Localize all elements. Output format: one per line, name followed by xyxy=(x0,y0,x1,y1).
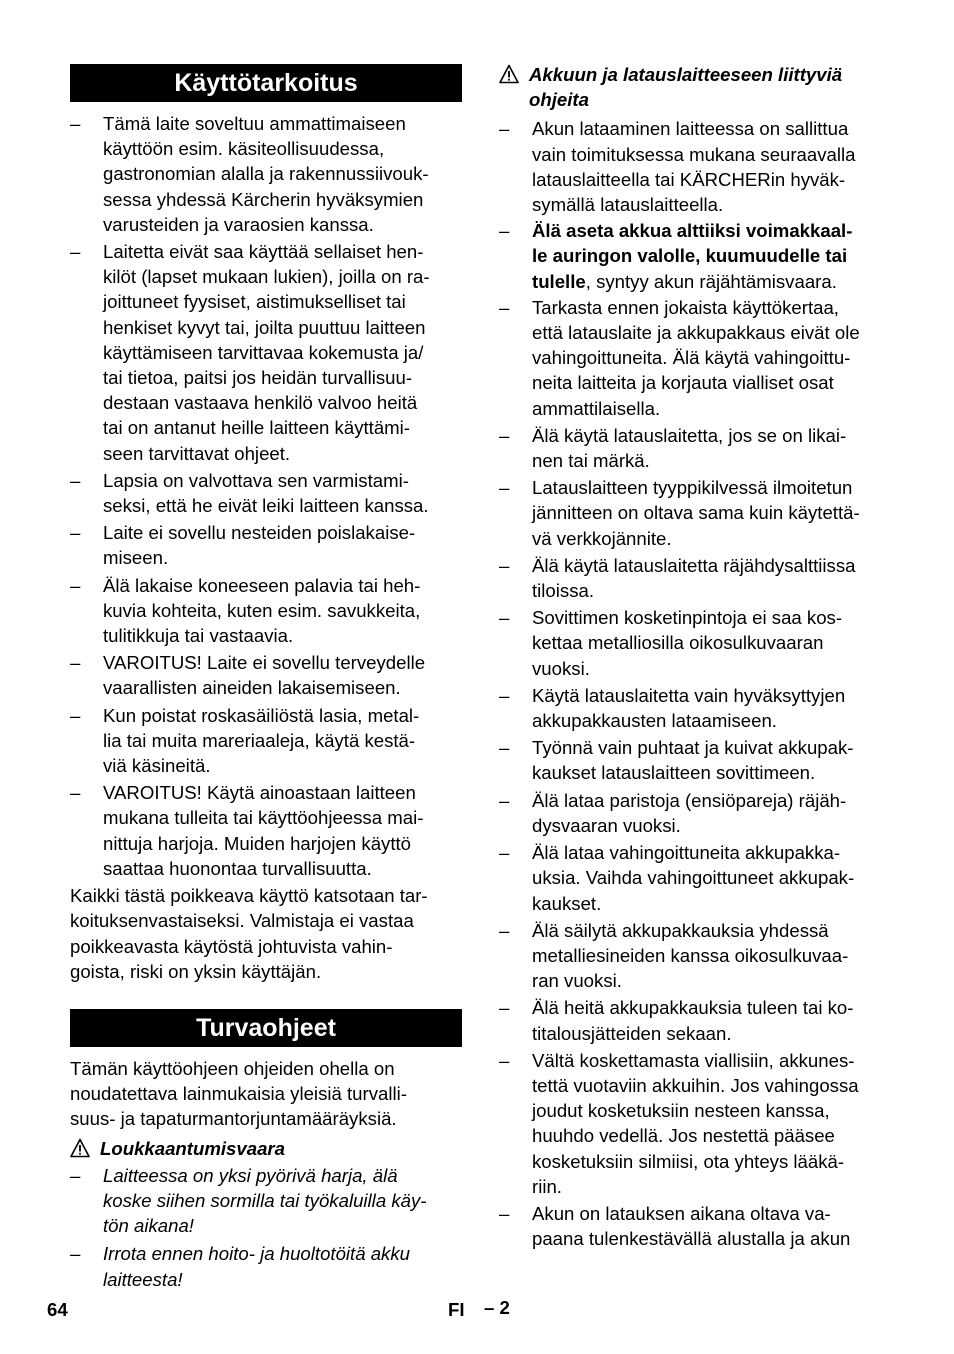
list-dash: – xyxy=(499,554,510,576)
item-line: symällä latauslaitteella. xyxy=(532,194,724,216)
list-dash: – xyxy=(499,789,510,811)
item-line: paana tulenkestävällä alustalla ja akun xyxy=(532,1228,851,1250)
item-line: tiloissa. xyxy=(532,580,595,602)
list-item xyxy=(70,703,462,779)
item-line: tai on antanut heille laitteen käyttämi- xyxy=(103,417,410,439)
list-dash: – xyxy=(70,113,81,134)
list-dash: – xyxy=(70,1243,81,1265)
battery-list-item xyxy=(499,605,891,681)
item-line: vä verkkojännite. xyxy=(532,527,672,549)
item-line: lia tai muita mareriaaleja, käytä kestä- xyxy=(103,729,416,751)
item-line: Akun on latauksen aikana oltava va- xyxy=(532,1202,831,1224)
section-title-turvaohjeet: Turvaohjeet xyxy=(70,1009,462,1047)
list-dash: – xyxy=(499,842,510,864)
item-line: vaarallisten aineiden lakaisemiseen. xyxy=(103,677,401,699)
list-dash: – xyxy=(70,522,81,544)
paragraph-line: poikkeavasta käytöstä johtuvista vahin- xyxy=(70,935,393,957)
safety-intro-paragraph xyxy=(70,1056,462,1132)
item-line: Älä lataa vahingoittuneita akkupakka- xyxy=(532,842,841,864)
battery-list xyxy=(499,295,891,1252)
paragraph-line: koituksenvastaiseksi. Valmistaja ei vastaa xyxy=(70,910,414,932)
item-line: neita laitteita ja korjauta vialliset osat xyxy=(532,372,834,394)
battery-list-item xyxy=(499,1048,891,1199)
item-line: Tämä laite soveltuu ammattimaiseen xyxy=(103,113,406,134)
battery-list-item xyxy=(499,683,891,733)
item-line: tai tietoa, paitsi jos heidän turvallisuu- xyxy=(103,367,413,389)
item-line: varusteiden ja varaosien kanssa. xyxy=(103,213,374,235)
language-code: FI xyxy=(448,1299,465,1320)
injury-warning-list xyxy=(70,1163,462,1292)
item-line: saattaa huonontaa turvallisuutta. xyxy=(103,857,372,879)
item-line: kaukset latauslaitteen sovittimeen. xyxy=(532,762,816,784)
item-line: että latauslaite ja akkupakkaus eivät ole xyxy=(532,322,860,344)
battery-list-item xyxy=(499,116,891,217)
list-dash: – xyxy=(70,574,81,596)
item-line: ammattilaisella. xyxy=(532,397,661,419)
item-line: kaukset. xyxy=(532,892,602,914)
item-line: VAROITUS! Laite ei sovellu terveydelle xyxy=(103,652,426,674)
battery-list-item xyxy=(499,423,891,473)
item-line: Latauslaitteen tyyppikilvessä ilmoitetun xyxy=(532,477,853,499)
battery-list-item xyxy=(499,918,891,994)
warning-triangle-icon xyxy=(499,64,519,84)
list-item xyxy=(70,650,462,700)
item-line: latauslaitteella tai KÄRCHERin hyväk- xyxy=(532,168,846,190)
list-item xyxy=(70,111,462,237)
right-column xyxy=(499,0,891,1251)
item-line: dysvaaran vuoksi. xyxy=(532,814,681,836)
item-line: vahingoittuneita. Älä käytä vahingoittu- xyxy=(532,347,851,369)
list-dash: – xyxy=(70,1164,81,1186)
item-line: käyttämiseen tarvittavaa kokemusta ja/ xyxy=(103,341,424,363)
item-line: kettaa metalliosilla oikosulkuvaaran xyxy=(532,632,824,654)
list-dash: – xyxy=(499,684,510,706)
battery-warning-heading xyxy=(499,62,891,112)
list-item xyxy=(70,468,462,518)
item-line: Älä aseta akkua alttiiksi voimakkaal- xyxy=(532,220,853,242)
item-line: Lapsia on valvottava sen varmistami- xyxy=(103,469,409,491)
item-line: kosketuksiin silmiisi, ota yhteys lääkä- xyxy=(532,1150,845,1172)
item-line: uksia. Vaihda vahingoittuneet akkupak- xyxy=(532,867,855,889)
item-line: tulitikkuja tai vastaavia. xyxy=(103,625,294,647)
item-line: mukana tulleita tai käyttöohjeessa mai- xyxy=(103,807,424,829)
list-dash: – xyxy=(499,737,510,759)
list-dash: – xyxy=(499,1202,510,1224)
list-dash: – xyxy=(499,477,510,499)
item-line: Älä lakaise koneeseen palavia tai heh- xyxy=(103,574,421,596)
usage-list xyxy=(70,111,462,881)
item-line: sessa yhdessä Kärcherin hyväksymien xyxy=(103,188,424,210)
item-line: metalliesineiden kanssa oikosulkuvaa- xyxy=(532,944,849,966)
item-line: jännitteen on oltava sama kuin käytettä- xyxy=(532,502,860,524)
list-dash: – xyxy=(499,997,510,1019)
battery-list-item xyxy=(499,1201,891,1251)
item-line: Älä lataa paristoja (ensiöpareja) räjäh- xyxy=(532,789,847,811)
item-line: destaan vastaava henkilö valvoo heitä xyxy=(103,392,418,414)
list-item xyxy=(70,520,462,570)
item-line: nittuja harjoja. Muiden harjojen käyttö xyxy=(103,832,412,854)
battery-list-item xyxy=(499,788,891,838)
list-dash: – xyxy=(499,919,510,941)
paragraph-line: Kaikki tästä poikkeava käyttö katsotaan tar- xyxy=(70,885,428,907)
item-line: seksi, että he eivät leiki laitteen kanssa. xyxy=(103,495,429,517)
item-line: Älä käytä latauslaitetta räjähdysalttiissa xyxy=(532,554,856,576)
item-line: Laite ei sovellu nesteiden poislakaise- xyxy=(103,522,416,544)
injury-warning-title: Loukkaantumisvaara xyxy=(100,1137,285,1159)
list-dash: – xyxy=(70,652,81,674)
list-dash: – xyxy=(499,1049,510,1071)
item-line: huuhdo vedellä. Jos nestettä pääsee xyxy=(532,1125,835,1147)
item-line: Älä säilytä akkupakkauksia yhdessä xyxy=(532,919,829,941)
battery-list-item xyxy=(499,295,891,421)
item-line: nen tai märkä. xyxy=(532,450,650,472)
usage-closing-paragraph xyxy=(70,883,462,984)
battery-list-item xyxy=(499,995,891,1045)
item-line: vain toimituksessa mukana seuraavalla xyxy=(532,143,856,165)
battery-warning-title-line: ohjeita xyxy=(529,89,589,111)
list-dash: – xyxy=(70,782,81,804)
battery-list-item-sunlight xyxy=(499,218,891,294)
item-line: ran vuoksi. xyxy=(532,970,622,992)
item-line: Kun poistat roskasäiliöstä lasia, metal- xyxy=(103,704,420,726)
item-line: Älä käytä latauslaitetta, jos se on likai- xyxy=(532,424,847,446)
injury-warning-heading xyxy=(70,1136,462,1161)
item-line: Käytä latauslaitetta vain hyväksyttyjen xyxy=(532,684,846,706)
item-line xyxy=(532,269,891,294)
list-dash: – xyxy=(499,118,510,140)
item-line: Tarkasta ennen jokaista käyttökertaa, xyxy=(532,296,839,318)
item-line: akkupakkausten lataamiseen. xyxy=(532,710,777,732)
item-line: Laitteessa on yksi pyörivä harja, älä xyxy=(103,1164,398,1186)
item-line: joudut kosketuksiin nesteen kanssa, xyxy=(532,1100,830,1122)
battery-list-item xyxy=(499,840,891,916)
item-line: viä käsineitä. xyxy=(103,755,211,777)
left-column xyxy=(70,0,462,1292)
list-dash: – xyxy=(499,296,510,318)
item-line: käyttöön esim. käsiteollisuudessa, xyxy=(103,138,385,160)
item-line: Työnnä vain puhtaat ja kuivat akkupak- xyxy=(532,737,854,759)
item-line: Irrota ennen hoito- ja huoltotöitä akku xyxy=(103,1243,410,1265)
list-dash: – xyxy=(499,607,510,629)
list-dash: – xyxy=(70,241,81,263)
item-line: miseen. xyxy=(103,547,169,569)
list-dash: – xyxy=(70,704,81,726)
paragraph-line: goista, riski on yksin käyttäjän. xyxy=(70,960,322,982)
item-line: henkiset kyvyt tai, joilta puuttuu laitteen xyxy=(103,316,426,338)
paragraph-line: Tämän käyttöohjeen ohjeiden ohella on xyxy=(70,1057,395,1079)
item-line: tön aikana! xyxy=(103,1215,194,1237)
item-line: Älä heitä akkupakkauksia tuleen tai ko- xyxy=(532,997,854,1019)
item-line: laitteesta! xyxy=(103,1268,183,1290)
item-line: kuvia kohteita, kuten esim. savukkeita, xyxy=(103,599,421,621)
paragraph-line: noudatettava lainmukaisia yleisiä turvalli- xyxy=(70,1083,407,1105)
list-item xyxy=(70,239,462,466)
item-line: tettä vuotaviin akkuihin. Jos vahingossa xyxy=(532,1074,859,1096)
battery-list-item xyxy=(499,553,891,603)
item-line: Sovittimen kosketinpintoja ei saa kos- xyxy=(532,607,843,629)
warning-list-item xyxy=(70,1163,462,1239)
warning-triangle-icon xyxy=(70,1138,90,1158)
item-line: gastronomian alalla ja rakennussiivouk- xyxy=(103,163,429,185)
item-line: titalousjätteiden sekaan. xyxy=(532,1022,732,1044)
item-line: riin. xyxy=(532,1175,562,1197)
page-number: 64 xyxy=(47,1299,68,1320)
item-text: , syntyy akun räjähtämisvaara. xyxy=(585,270,837,292)
battery-warning-title-line: Akkuun ja latauslaitteeseen liittyviä xyxy=(529,64,843,85)
item-line: VAROITUS! Käytä ainoastaan laitteen xyxy=(103,782,416,804)
item-bold-text: tulelle xyxy=(532,270,586,292)
item-line: Akun lataaminen laitteessa on sallittua xyxy=(532,118,849,140)
sub-page-number: – 2 xyxy=(484,1297,510,1318)
list-dash: – xyxy=(499,424,510,446)
list-dash: – xyxy=(499,220,510,242)
paragraph-line: suus- ja tapaturmantorjuntamääräyksiä. xyxy=(70,1108,397,1130)
list-item xyxy=(70,780,462,881)
item-line: kilöt (lapset mukaan lukien), joilla on ra- xyxy=(103,266,430,288)
list-item xyxy=(70,573,462,649)
warning-list-item xyxy=(70,1241,462,1291)
list-dash: – xyxy=(70,469,81,491)
battery-list-item xyxy=(499,735,891,785)
item-line: koske siihen sormilla tai työkaluilla käy- xyxy=(103,1189,427,1211)
item-line: Laitetta eivät saa käyttää sellaiset hen- xyxy=(103,241,424,263)
item-line: seen tarvittavat ohjeet. xyxy=(103,442,291,464)
item-line: Vältä koskettamasta viallisiin, akkunes- xyxy=(532,1049,855,1071)
item-line: vuoksi. xyxy=(532,657,590,679)
item-line: joittuneet fyysiset, aistimukselliset tai xyxy=(103,291,406,313)
item-line: le auringon valolle, kuumuudelle tai xyxy=(532,245,848,267)
battery-list-item xyxy=(499,475,891,551)
section-title-kayttotarkoitus: Käyttötarkoitus xyxy=(70,64,462,102)
